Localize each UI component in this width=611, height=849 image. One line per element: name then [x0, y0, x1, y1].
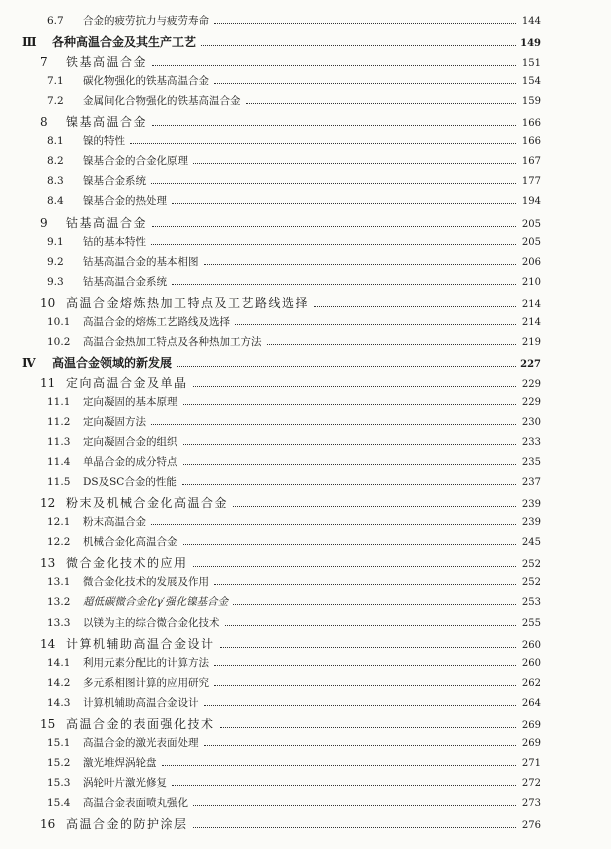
dot-leader [220, 647, 516, 648]
toc-entry-title: 单晶合金的成分特点 [83, 456, 178, 469]
toc-entry-number: 7.1 [47, 75, 64, 88]
toc-entry-title: 机械合金化高温合金 [83, 536, 178, 549]
toc-entry-title: 铁基高温合金 [66, 55, 148, 70]
toc-entry-number: 13.3 [47, 616, 71, 629]
toc-entry[interactable] [47, 434, 541, 449]
toc-entry-title: 定向凝固方法 [83, 416, 146, 428]
toc-entry-number: 10.1 [47, 315, 71, 328]
toc-entry[interactable] [47, 474, 541, 489]
toc-entry-page: 219 [521, 336, 541, 348]
toc-entry[interactable] [47, 574, 541, 589]
toc-entry-number: 13.1 [47, 576, 71, 589]
dot-leader [314, 306, 516, 307]
toc-entry-title: 各种高温合金及其生产工艺 [52, 35, 197, 50]
toc-entry-title: 以镁为主的综合微合金化技术 [83, 616, 220, 629]
toc-entry[interactable] [40, 374, 541, 391]
toc-entry-number: 10 [40, 295, 56, 310]
toc-entry-number: 8 [40, 115, 48, 130]
toc-entry-number: Ⅳ [22, 355, 36, 370]
toc-entry-number: 12.2 [47, 536, 71, 549]
toc-entry-page: 227 [520, 358, 541, 370]
toc-entry-number: 15.2 [47, 756, 71, 769]
toc-entry-number: 11.2 [47, 416, 71, 428]
toc-entry-title: 镍的特性 [83, 135, 125, 148]
toc-entry[interactable] [47, 615, 541, 630]
toc-entry[interactable] [47, 334, 541, 349]
toc-entry[interactable] [40, 815, 541, 832]
toc-entry-title: 粉末及机械合金化高温合金 [66, 496, 229, 511]
dot-leader [193, 386, 516, 387]
dot-leader [193, 163, 516, 164]
toc-entry-page: 206 [521, 256, 541, 268]
toc-entry-number: 13.2 [47, 596, 71, 609]
toc-entry[interactable] [47, 234, 541, 249]
toc-entry-title: 高温合金的表面强化技术 [66, 716, 215, 731]
toc-entry-page: 272 [521, 777, 541, 789]
dot-leader [214, 584, 516, 585]
toc-entry-page: 252 [521, 559, 541, 571]
dot-leader [193, 566, 516, 567]
toc-entry-page: 235 [521, 457, 541, 469]
toc-entry-page: 214 [521, 316, 541, 328]
toc-entry-number: 11 [40, 375, 56, 390]
toc-entry-number: 11.3 [47, 436, 71, 449]
toc-entry-page: 237 [521, 477, 541, 489]
toc-entry-page: 273 [521, 797, 541, 809]
toc-entry-page: 214 [521, 298, 541, 310]
toc-entry[interactable] [40, 494, 541, 511]
toc-entry-title: 计算机辅助高温合金设计 [83, 696, 199, 709]
toc-entry-title: 镍基合金的合金化原理 [83, 155, 188, 168]
toc-entry-page: 144 [521, 16, 541, 27]
dot-leader [204, 705, 517, 706]
toc-entry-title: 镍基高温合金 [66, 115, 148, 130]
toc-entry-number: 10.2 [47, 335, 71, 348]
dot-leader [214, 23, 516, 24]
toc-entry[interactable] [47, 13, 541, 28]
dot-leader [152, 125, 516, 126]
toc-entry-page: 154 [521, 76, 541, 88]
toc-entry-title: 高温合金热加工特点及各种热加工方法 [83, 335, 262, 348]
toc-entry-number: 8.2 [47, 155, 64, 168]
toc-entry-number: 11.5 [47, 476, 71, 489]
dot-leader [201, 45, 516, 46]
toc-entry-title: 粉末高温合金 [83, 516, 146, 529]
toc-entry[interactable] [47, 735, 541, 750]
toc-entry-page: 229 [521, 396, 541, 408]
toc-entry-page: 264 [521, 697, 541, 709]
dot-leader [225, 625, 517, 626]
toc-entry[interactable] [40, 53, 541, 70]
toc-entry-page: 167 [521, 156, 541, 168]
toc-entry-page: 252 [521, 577, 541, 589]
toc-entry-title: 高温合金表面喷丸强化 [83, 796, 188, 809]
toc-entry-page: 239 [521, 517, 541, 529]
toc-entry-number: 12.1 [47, 516, 71, 529]
toc-entry[interactable] [40, 635, 541, 652]
toc-entry[interactable] [47, 133, 541, 148]
toc-entry[interactable] [22, 354, 541, 371]
toc-entry-title: 计算机辅助高温合金设计 [66, 636, 215, 651]
toc-entry[interactable] [40, 214, 541, 231]
toc-entry-number: 8.4 [47, 195, 64, 208]
toc-entry[interactable] [40, 715, 541, 732]
toc-entry-title: 高温合金熔炼热加工特点及工艺路线选择 [66, 295, 310, 310]
toc-entry[interactable] [47, 274, 541, 289]
dot-leader [172, 203, 516, 204]
toc-entry[interactable] [47, 454, 541, 469]
toc-entry-page: 166 [521, 136, 541, 148]
toc-entry-number: 14.3 [47, 696, 71, 709]
toc-entry-title: 金属间化合物强化的铁基高温合金 [83, 95, 241, 108]
dot-leader [233, 506, 516, 507]
toc-entry-page: 177 [521, 176, 541, 188]
toc-entry-title: 高温合金的熔炼工艺路线及选择 [83, 315, 230, 328]
toc-entry[interactable] [47, 73, 541, 88]
toc-entry-page: 276 [521, 820, 541, 831]
toc-entry[interactable] [47, 193, 541, 208]
toc-entry-title: 微合金化技术的发展及作用 [83, 576, 209, 589]
toc-entry-number: 11.1 [47, 395, 71, 408]
toc-entry[interactable] [47, 594, 541, 609]
toc-entry-page: 166 [521, 118, 541, 130]
toc-entry[interactable] [47, 675, 541, 690]
dot-leader [183, 464, 517, 465]
toc-entry[interactable] [40, 554, 541, 571]
toc-entry-title: 高温合金领域的新发展 [52, 355, 173, 370]
toc-entry-page: 210 [521, 276, 541, 288]
toc-entry-title: 微合金化技术的应用 [66, 556, 188, 571]
toc-entry-page: 230 [521, 417, 541, 428]
toc-entry-title: 镍基合金的热处理 [83, 195, 167, 208]
dot-leader [193, 805, 516, 806]
toc-entry[interactable] [47, 534, 541, 549]
toc-entry-number: 15.4 [47, 796, 71, 809]
dot-leader [183, 404, 517, 405]
toc-entry-title: 碳化物强化的铁基高温合金 [83, 75, 209, 88]
dot-leader [204, 745, 517, 746]
dot-leader [214, 665, 516, 666]
toc-entry-title: 定向凝固的基本原理 [83, 395, 178, 408]
toc-entry-title: 超低碳微合金化γ′强化镍基合金 [83, 596, 229, 609]
toc-entry-title: 涡轮叶片激光修复 [83, 776, 167, 789]
toc-entry-number: 6.7 [47, 15, 64, 27]
toc-entry-number: 9.2 [47, 255, 64, 268]
toc-entry-number: 14.2 [47, 676, 71, 689]
toc-entry-number: 13 [40, 556, 56, 571]
toc-entry-number: 9.3 [47, 275, 64, 288]
dot-leader [246, 103, 517, 104]
toc-entry-number: 9.1 [47, 235, 64, 248]
toc-entry-page: 159 [521, 96, 541, 108]
toc-entry-page: 205 [521, 236, 541, 248]
toc-entry[interactable] [40, 113, 541, 130]
dot-leader [177, 366, 516, 367]
toc-entry-title: 定向高温合金及单晶 [66, 375, 188, 390]
toc-entry-title: 高温合金的防护涂层 [66, 817, 188, 831]
dot-leader [151, 183, 516, 184]
toc-entry-title: 合金的疲劳抗力与疲劳寿命 [83, 15, 209, 27]
dot-leader [233, 604, 516, 605]
toc-entry-page: 151 [521, 58, 541, 70]
toc-entry-number: 12 [40, 496, 56, 511]
toc-entry-number: 14.1 [47, 656, 71, 669]
toc-entry[interactable] [47, 655, 541, 670]
toc-entry-title: 激光堆焊涡轮盘 [83, 756, 157, 769]
toc-entry-page: 239 [521, 499, 541, 511]
toc-entry-title: 高温合金的激光表面处理 [83, 736, 199, 749]
toc-entry[interactable] [47, 153, 541, 168]
dot-leader [235, 324, 516, 325]
dot-leader [220, 727, 516, 728]
toc-entry[interactable] [47, 755, 541, 770]
dot-leader [172, 785, 516, 786]
toc-entry-title: 定向凝固合金的组织 [83, 436, 178, 449]
toc-entry-title: 利用元素分配比的计算方法 [83, 656, 209, 669]
toc-entry-title: 镍基合金系统 [83, 175, 146, 188]
toc-entry-title: DS及SC合金的性能 [83, 476, 177, 489]
toc-entry-page: 229 [521, 378, 541, 390]
toc-entry[interactable] [47, 254, 541, 269]
toc-entry-number: 14 [40, 636, 56, 651]
toc-entry[interactable] [47, 173, 541, 188]
toc-entry-number: 9 [40, 215, 48, 230]
dot-leader [162, 765, 517, 766]
dot-leader [182, 484, 516, 485]
toc-entry-page: 233 [521, 437, 541, 449]
toc-entry-title: 钴的基本特性 [83, 235, 146, 248]
toc-entry[interactable] [47, 795, 541, 810]
toc-entry-number: 8.3 [47, 175, 64, 188]
toc-entry-number: 8.1 [47, 135, 64, 148]
toc-entry-number: 15 [40, 716, 56, 731]
dot-leader [183, 544, 517, 545]
toc-entry-page: 255 [521, 617, 541, 629]
dot-leader [183, 444, 517, 445]
dot-leader [152, 65, 516, 66]
toc-entry-number: 15.3 [47, 776, 71, 789]
dot-leader [193, 827, 516, 828]
toc-entry-title: 钴基高温合金 [66, 215, 148, 230]
toc-entry-page: 253 [521, 597, 541, 609]
dot-leader [130, 143, 516, 144]
toc-entry-page: 271 [521, 757, 541, 769]
toc-entry[interactable] [47, 93, 541, 108]
toc-entry[interactable] [47, 314, 541, 329]
toc-entry[interactable] [40, 294, 541, 311]
toc-entry[interactable] [47, 394, 541, 409]
toc-entry-title: 钴基高温合金系统 [83, 275, 167, 288]
toc-entry-number: 16 [40, 817, 56, 831]
dot-leader [151, 424, 516, 425]
toc-entry-page: 149 [520, 38, 541, 50]
toc-entry-title: 多元系相图计算的应用研究 [83, 676, 209, 689]
toc-entry-page: 262 [521, 677, 541, 689]
toc-entry-page: 260 [521, 639, 541, 651]
toc-entry[interactable] [47, 414, 541, 429]
toc-entry-page: 269 [521, 719, 541, 731]
dot-leader [214, 83, 516, 84]
toc-entry[interactable] [22, 33, 541, 50]
toc-entry-number: 7.2 [47, 95, 64, 108]
toc-entry-page: 194 [521, 196, 541, 208]
toc-entry-title: 钴基高温合金的基本相图 [83, 255, 199, 268]
toc-entry[interactable] [47, 695, 541, 710]
dot-leader [151, 524, 516, 525]
toc-entry-page: 245 [521, 537, 541, 549]
dot-leader [204, 264, 517, 265]
toc-entry-number: 11.4 [47, 456, 71, 469]
dot-leader [152, 226, 516, 227]
toc-entry-page: 260 [521, 657, 541, 669]
dot-leader [151, 244, 516, 245]
toc-entry-number: 15.1 [47, 736, 71, 749]
dot-leader [214, 685, 516, 686]
dot-leader [172, 284, 516, 285]
toc-entry-page: 205 [521, 218, 541, 230]
toc-entry-page: 269 [521, 737, 541, 749]
toc-entry-number: 7 [40, 55, 48, 70]
toc-entry-number: Ⅲ [22, 35, 37, 50]
toc-entry[interactable] [47, 775, 541, 790]
dot-leader [267, 344, 517, 345]
toc-entry[interactable] [47, 514, 541, 529]
